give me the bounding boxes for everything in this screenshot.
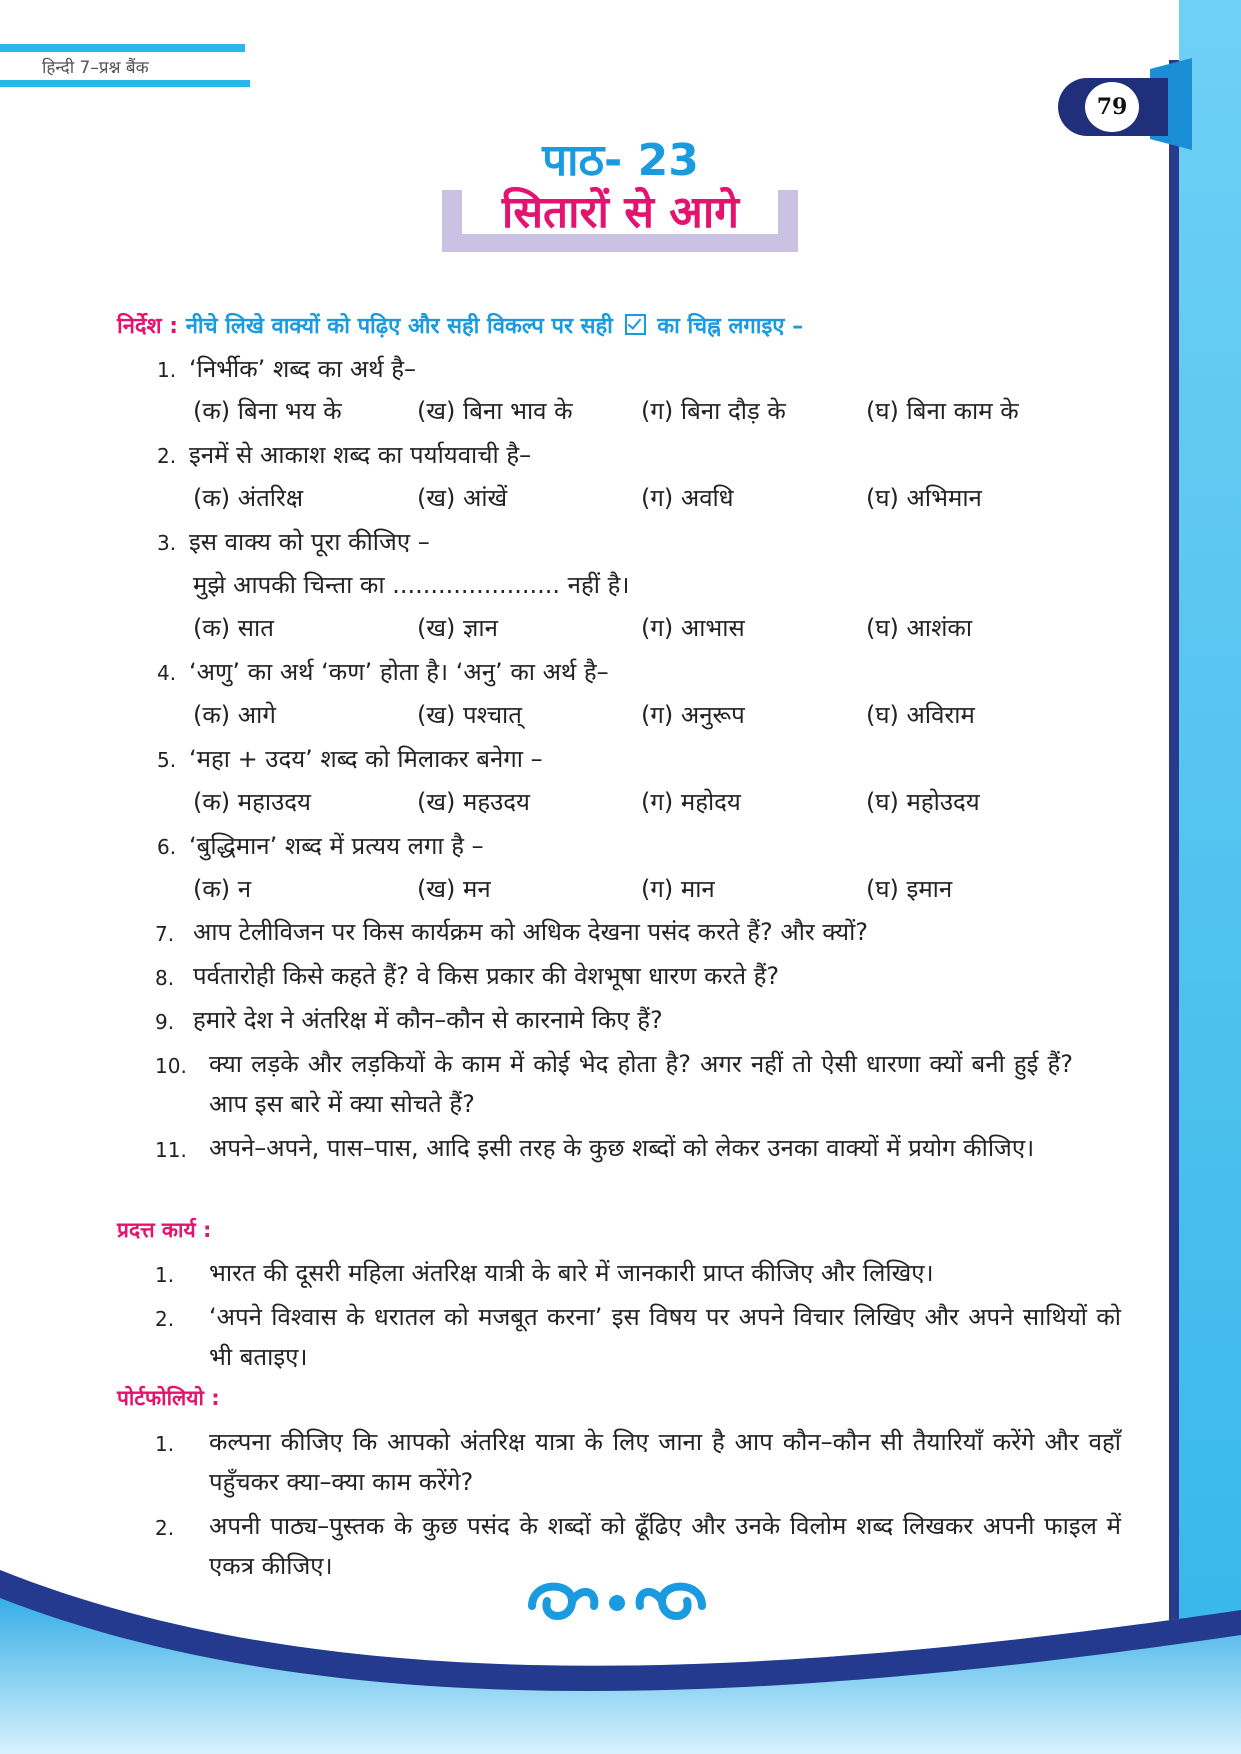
question: अपने–अपने, पास–पास, आदि इसी तरह के कुछ शब्दों को लेकर उनका वाक्यों में प्रयोग कीजिए। [209, 1134, 1035, 1162]
fill-in-sentence: मुझे आपकी चिन्ता का ...................... नहीं है। [193, 571, 630, 599]
lesson-title: सितारों से आगे [501, 187, 740, 238]
option[interactable]: (ख) मन [417, 875, 491, 903]
directive-text-end: का चिह्न लगाइए – [657, 314, 804, 339]
option[interactable]: (घ) इमान [866, 875, 953, 903]
page-number: 79 [1085, 82, 1139, 132]
question: हमारे देश ने अंतरिक्ष में कौन–कौन से कारनामे किए हैं? [193, 1006, 663, 1034]
assignment-item: भारत की दूसरी महिला अंतरिक्ष यात्री के बारे में जानकारी प्राप्त कीजिए और लिखिए। [209, 1259, 934, 1287]
checkbox-icon [625, 314, 646, 335]
option[interactable]: (ख) पश्चात् [417, 701, 522, 729]
side-band-line [1169, 60, 1179, 1620]
portfolio-item: कल्पना कीजिए कि आपको अंतरिक्ष यात्रा के लिए जाना है आप कौन–कौन सी तैयारियाँ करेंगे और वहाँ पहुँचकर क्या–क्या काम करेंगे? [209, 1428, 1121, 1496]
option[interactable]: (क) अंतरिक्ष [193, 484, 304, 512]
assignment-heading: प्रदत्त कार्य : [117, 1218, 212, 1242]
option[interactable]: (ख) महउदय [417, 788, 530, 816]
question-number: 11. [155, 1138, 187, 1162]
option[interactable]: (ख) बिना भाव के [417, 397, 573, 425]
option[interactable]: (घ) अभिमान [866, 484, 982, 512]
option[interactable]: (क) न [193, 875, 252, 903]
header-rule-bottom [0, 80, 250, 87]
question: 2. इनमें से आकाश शब्द का पर्यायवाची है– [157, 441, 532, 469]
option[interactable]: (क) महाउदय [193, 788, 311, 816]
option[interactable]: (ग) आभास [641, 614, 745, 642]
item-number: 2. [155, 1307, 175, 1331]
end-ornament-icon [522, 1576, 712, 1626]
header-rule-top [0, 44, 245, 52]
lesson-number: पाठ- 23 [542, 135, 699, 186]
directive [117, 310, 803, 340]
footer-wave [0, 1540, 1241, 1754]
option[interactable]: (घ) महोउदय [866, 788, 980, 816]
option[interactable]: (घ) बिना काम के [866, 397, 1019, 425]
option[interactable]: (क) आगे [193, 701, 276, 729]
item-number: 1. [155, 1263, 175, 1287]
side-band [1179, 0, 1241, 1754]
question-number: 10. [155, 1054, 187, 1078]
option[interactable]: (ग) मान [641, 875, 715, 903]
portfolio-item: अपनी पाठ्य–पुस्तक के कुछ पसंद के शब्दों को ढूँढिए और उनके विलोम शब्द लिखकर अपनी फाइल में एकत्र कीजिए। [209, 1512, 1121, 1580]
question: क्या लड़के और लड़कियों के काम में कोई भेद होता है? अगर नहीं तो ऐसी धारणा क्यों बनी हुई हैं? आप इस बारे में क्या सोचते हैं? [209, 1050, 1073, 1118]
question: 6. ‘बुद्धिमान’ शब्द में प्रत्यय लगा है – [157, 832, 484, 860]
directive-text: नीचे लिखे वाक्यों को पढ़िए और सही विकल्प पर सही [185, 314, 613, 339]
directive-label: निर्देश : [117, 314, 179, 339]
question: आप टेलीविजन पर किस कार्यक्रम को अधिक देखना पसंद करते हैं? और क्यों? [193, 918, 869, 946]
option[interactable]: (घ) अविराम [866, 701, 975, 729]
assignment-item: ‘अपने विश्वास के धरातल को मजबूत करना’ इस विषय पर अपने विचार लिखिए और अपने साथियों को भी बताइए। [209, 1303, 1121, 1371]
question-number: 9. [155, 1010, 175, 1034]
option[interactable]: (ग) बिना दौड़ के [641, 397, 786, 425]
item-number: 2. [155, 1516, 175, 1540]
question: 1. ‘निर्भीक’ शब्द का अर्थ है– [157, 355, 416, 383]
option[interactable]: (क) बिना भय के [193, 397, 342, 425]
option[interactable]: (ख) ज्ञान [417, 614, 498, 642]
portfolio-heading: पोर्टफोलियो : [117, 1386, 220, 1410]
option[interactable]: (ग) महोदय [641, 788, 741, 816]
question-number: 8. [155, 966, 175, 990]
option[interactable]: (ख) आंखें [417, 484, 508, 512]
option[interactable]: (क) सात [193, 614, 274, 642]
option[interactable]: (ग) अनुरूप [641, 701, 745, 729]
question: पर्वतारोही किसे कहते हैं? वे किस प्रकार की वेशभूषा धारण करते हैं? [193, 962, 780, 990]
question: 4. ‘अणु’ का अर्थ ‘कण’ होता है। ‘अनु’ का अर्थ है– [157, 658, 609, 686]
book-title: हिन्दी 7–प्रश्न बैंक [42, 58, 149, 78]
question-number: 7. [155, 922, 175, 946]
question: 5. ‘महा + उदय’ शब्द को मिलाकर बनेगा – [157, 745, 543, 773]
option[interactable]: (ग) अवधि [641, 484, 734, 512]
item-number: 1. [155, 1432, 175, 1456]
option[interactable]: (घ) आशंका [866, 614, 973, 642]
question: 3. इस वाक्य को पूरा कीजिए – [157, 528, 430, 556]
